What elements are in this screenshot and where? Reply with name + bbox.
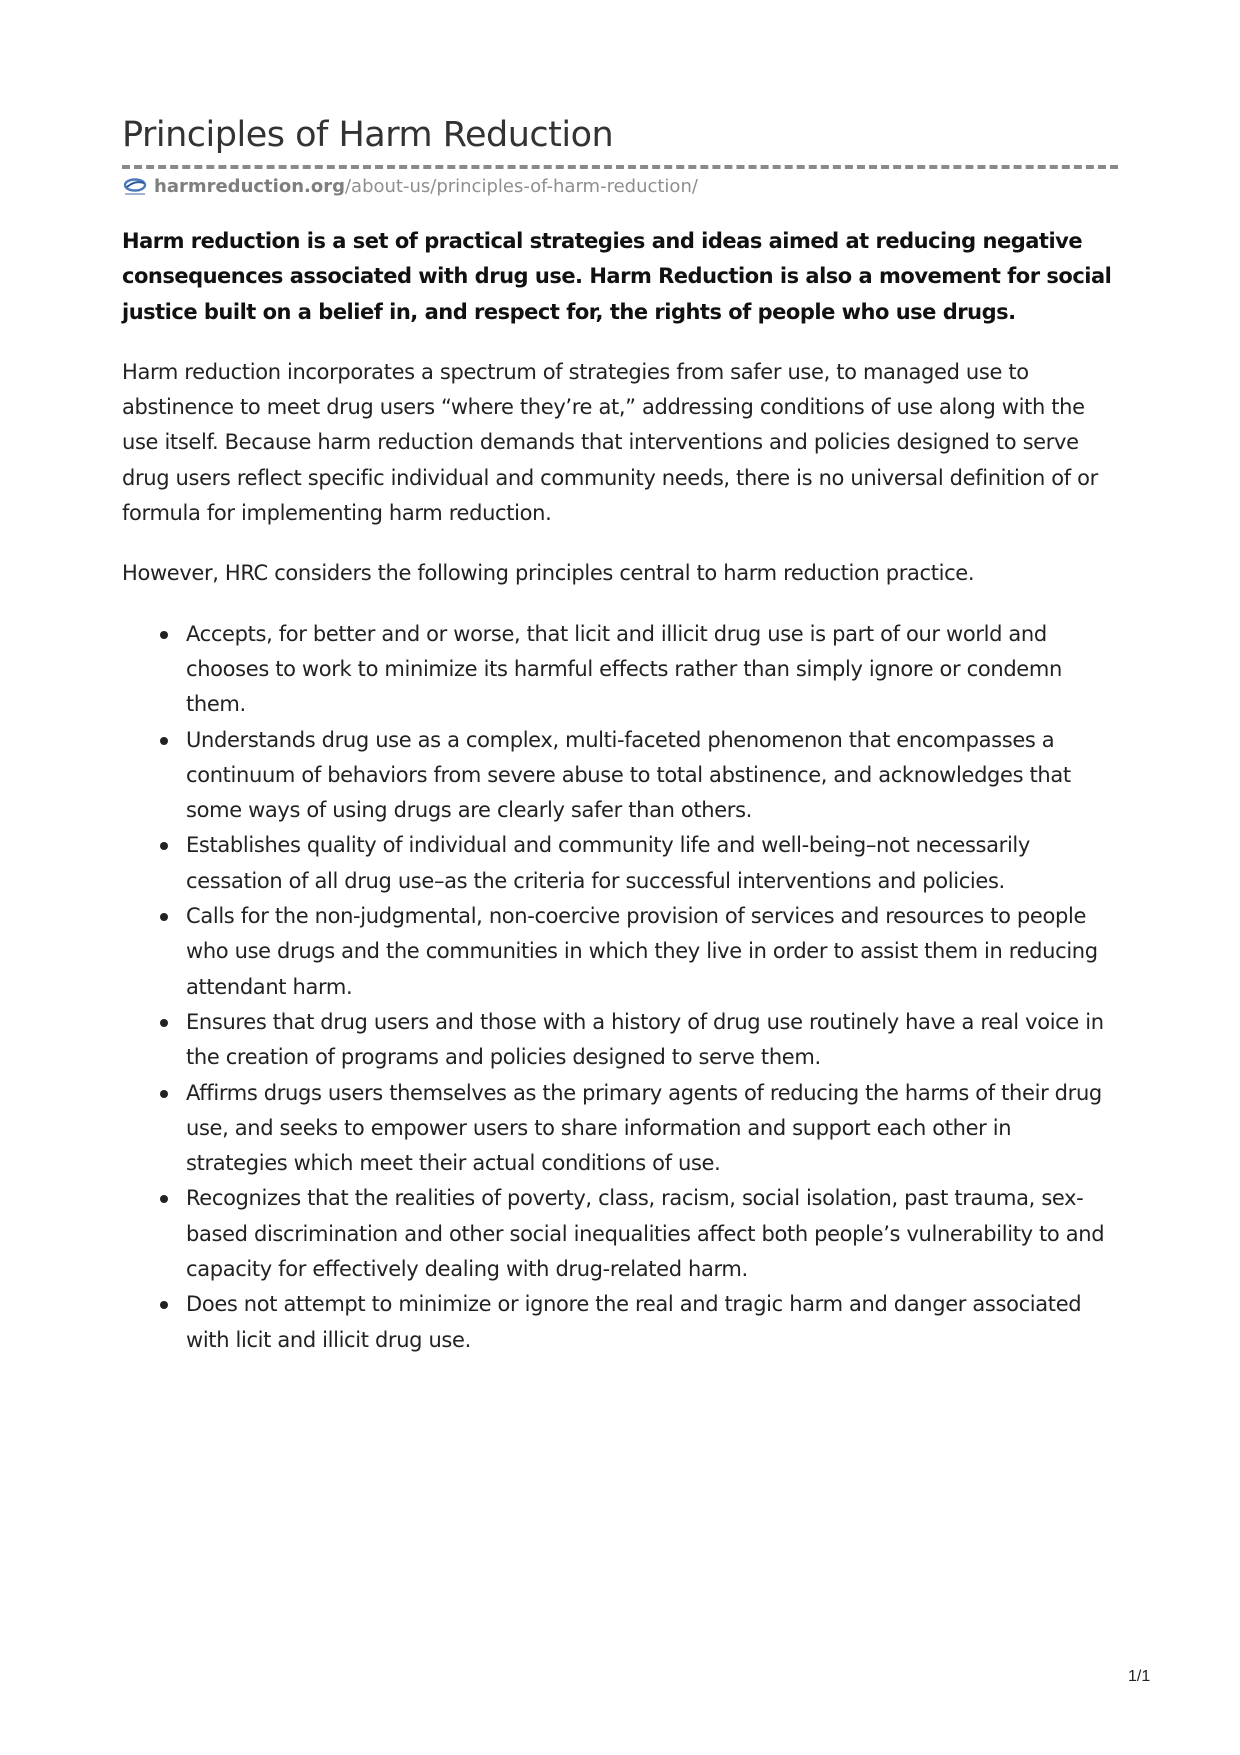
list-item [186,617,1118,723]
harm-reduction-logo-icon [122,177,148,197]
list-item-text: Does not attempt to minimize or ignore the real and tragic harm and danger associated with licit and illicit drug use. [186,1292,1082,1352]
list-item [186,1287,1118,1358]
bullet-icon [160,1195,168,1203]
list-item [186,828,1118,899]
principles-list [122,617,1118,1358]
title-divider [122,165,1118,169]
article-body [122,224,1118,1358]
source-url[interactable] [122,176,1118,198]
bullet-icon [160,631,168,639]
bullet-icon [160,737,168,745]
page-number: 1/1 [1128,1668,1151,1685]
bullet-icon [160,1090,168,1098]
document-page [122,112,1118,1358]
list-item-text: Establishes quality of individual and community life and well-being–not necessarily cessation of all drug use–as the criteria for successful interventions and policies. [186,833,1030,893]
list-item-text: Affirms drugs users themselves as the primary agents of reducing the harms of their drug use, and seeks to empower users to share information and support each other in strategies which meet their actual conditions of use. [186,1080,1102,1176]
list-item-text: Understands drug use as a complex, multi-faceted phenomenon that encompasses a continuum of behaviors from severe abuse to total abstinence, and acknowledges that some ways of using drugs are clearly safer than others. [186,727,1071,823]
list-item-text: Accepts, for better and or worse, that licit and illicit drug use is part of our world and chooses to work to minimize its harmful effects rather than simply ignore or condemn them. [186,621,1062,717]
list-item [186,1076,1118,1182]
list-item-text: Recognizes that the realities of poverty, class, racism, social isolation, past trauma, sex-based discrimination and other social inequalities affect both people’s vulnerability to and capacity for effectively dealing with drug-related harm. [186,1186,1105,1282]
bullet-icon [160,1019,168,1027]
bullet-icon [160,1301,168,1309]
list-item-text: Ensures that drug users and those with a history of drug use routinely have a real voice in the creation of programs and policies designed to serve them. [186,1009,1104,1070]
source-domain[interactable]: harmreduction.org [154,176,345,197]
list-item-text: Calls for the non-judgmental, non-coercive provision of services and resources to people who use drugs and the communities in which they live in order to assist them in reducing attendant harm. [186,904,1098,999]
body-paragraph: Harm reduction incorporates a spectrum of strategies from safer use, to managed use to abstinence to meet drug users “where they’re at,” addressing conditions of use along with the use itself. Because harm reduction demands that interventions and policies designed to serve drug users reflect specific individual and community needs, there is no universal definition of or formula for implementing harm reduction. [122,359,1098,526]
lead-paragraph: Harm reduction is a set of practical strategies and ideas aimed at reducing negative consequences associated with drug use. Harm Reduction is also a movement for social justice built on a belief in, and respect for, the rights of people who use drugs. [122,229,1112,324]
page-title: Principles of Harm Reduction [122,115,614,155]
source-path[interactable]: /about-us/principles-of-harm-reduction/ [344,176,698,197]
list-item [186,899,1118,1005]
bullet-icon [160,913,168,921]
list-item [186,723,1118,829]
list-item [186,1005,1118,1076]
body-paragraph: However, HRC considers the following principles central to harm reduction practice. [122,561,975,586]
list-item [186,1181,1118,1287]
bullet-icon [160,842,168,850]
